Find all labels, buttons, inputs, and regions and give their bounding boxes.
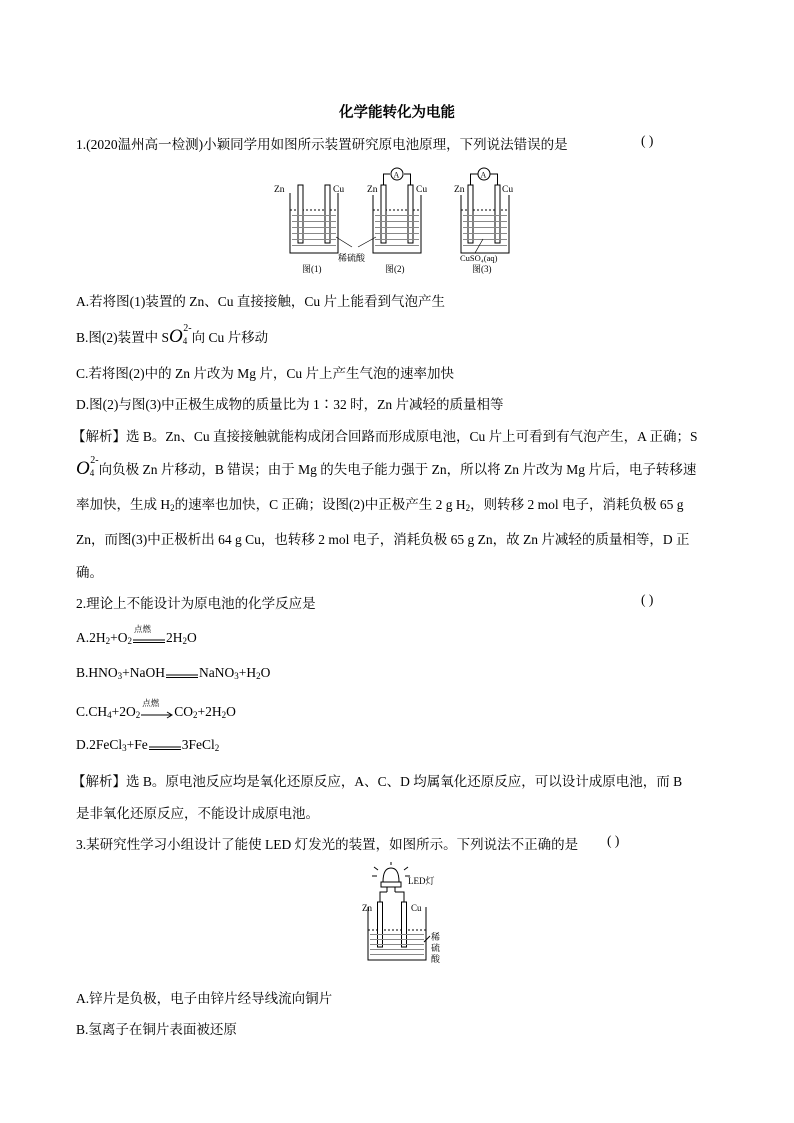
reaction-arrow-c: 点燃 — [140, 708, 174, 718]
fig2-cu-label: Cu — [416, 185, 428, 195]
q1-option-b: B.图(2)装置中 $SO_4^{2-}$向 Cu 片移动 — [76, 322, 269, 347]
q1-figure — [270, 165, 520, 280]
q1-analysis-line4: Zn，而图(3)中正极析出 64 g Cu，也转移 2 mol 电子，消耗负极 65 g Zn，故 Zn 片减轻的质量相等，D 正 — [76, 532, 690, 547]
q2-option-b: $B.HNO_3+NaOH$ $NaNO_3+H_2O$ — [76, 665, 271, 681]
q3-led-label: LED灯 — [408, 876, 435, 886]
fig2-ammeter-label: A — [393, 170, 400, 180]
q3-option-b: B.氢离子在铜片表面被还原 — [76, 1022, 237, 1037]
q2-option-a: $A.2H_2+O_2$ 点燃 $2H_2O$ — [76, 623, 197, 646]
q2-stem: 2.理论上不能设计为原电池的化学反应是 — [76, 596, 316, 611]
q3-acid-label-1: 稀 — [431, 932, 441, 942]
q2-option-c: $C.CH_4+2O_2$ 点燃 $CO_2+2H_2O$ — [76, 697, 236, 720]
q3-stem: 3.某研究性学习小组设计了能使 LED 灯发光的装置，如图所示。下列说法不正确的是 — [76, 837, 579, 852]
q2-analysis-line2: 是非氧化还原反应，不能设计成原电池。 — [76, 806, 319, 821]
q3-zn-label: Zn — [362, 903, 372, 913]
fig1-caption: 图(1) — [302, 264, 322, 274]
fig3-ammeter-label: A — [480, 170, 487, 180]
q3-acid-label-3: 酸 — [431, 954, 441, 964]
q1-analysis-line3: 率加快，生成 $H_2$的速率也加快，C 正确；设图(2)中正极产生 2 g $H_2$，则转移 2 mol 电子，消耗负极 65 g — [76, 497, 684, 513]
q1-option-d: D.图(2)与图(3)中正极生成物的质量比为 1∶32 时，Zn 片减轻的质量相等 — [76, 397, 504, 412]
q1-analysis-line2: $O_4^{2-}$向负极 Zn 片移动，B 错误；由于 Mg 的失电子能力强于 Zn，所以将 Zn 片改为 Mg 片后，电子转移速 — [76, 454, 697, 479]
fig2-zn-label: Zn — [367, 185, 378, 195]
fig-acid-label: 稀硫酸 — [338, 253, 366, 263]
q2-paren: ( ) — [641, 592, 654, 607]
q3-figure — [358, 862, 468, 970]
fig2-caption: 图(2) — [385, 264, 405, 274]
q1-stem: 1.(2020温州高一检测)小颖同学用如图所示装置研究原电池原理，下列说法错误的是 — [76, 137, 568, 152]
q1-option-c: C.若将图(2)中的 Zn 片改为 Mg 片，Cu 片上产生气泡的速率加快 — [76, 366, 454, 381]
q3-option-a: A.锌片是负极，电子由锌片经导线流向铜片 — [76, 991, 333, 1006]
q3-cu-label: Cu — [411, 903, 422, 913]
q3-paren: ( ) — [607, 833, 620, 848]
q3-acid-label-2: 硫 — [431, 943, 441, 953]
reaction-equals-b — [165, 669, 199, 679]
fig1-zn-label: Zn — [274, 185, 285, 195]
fig3-cu-label: Cu — [502, 185, 514, 195]
q1-analysis-line1: 【解析】选 B。Zn、Cu 直接接触就能构成闭合回路而形成原电池，Cu 片上可看到有气泡产生，A 正确；S — [72, 429, 698, 444]
q1-analysis-line5: 确。 — [76, 565, 103, 580]
q1-paren: ( ) — [641, 133, 654, 148]
reaction-equals-d — [148, 741, 182, 751]
reaction-arrow-a: 点燃 — [134, 623, 152, 634]
fig3-caption: 图(3) — [472, 264, 492, 274]
page-title: 化学能转化为电能 — [339, 105, 455, 121]
fig3-zn-label: Zn — [454, 185, 465, 195]
fig1-cu-label: Cu — [333, 185, 345, 195]
q1-option-a: A.若将图(1)装置的 Zn、Cu 直接接触，Cu 片上能看到气泡产生 — [76, 294, 445, 309]
q2-option-d: D.2FeCl$_3$+Fe 3FeCl$_2$ — [76, 737, 220, 753]
q2-analysis-line1: 【解析】选 B。原电池反应均是氧化还原反应，A、C、D 均属氧化还原反应，可以设计成原电池，而 B — [72, 774, 683, 789]
fig3-cuso4-label: CuSO₄(aq) — [460, 253, 498, 263]
